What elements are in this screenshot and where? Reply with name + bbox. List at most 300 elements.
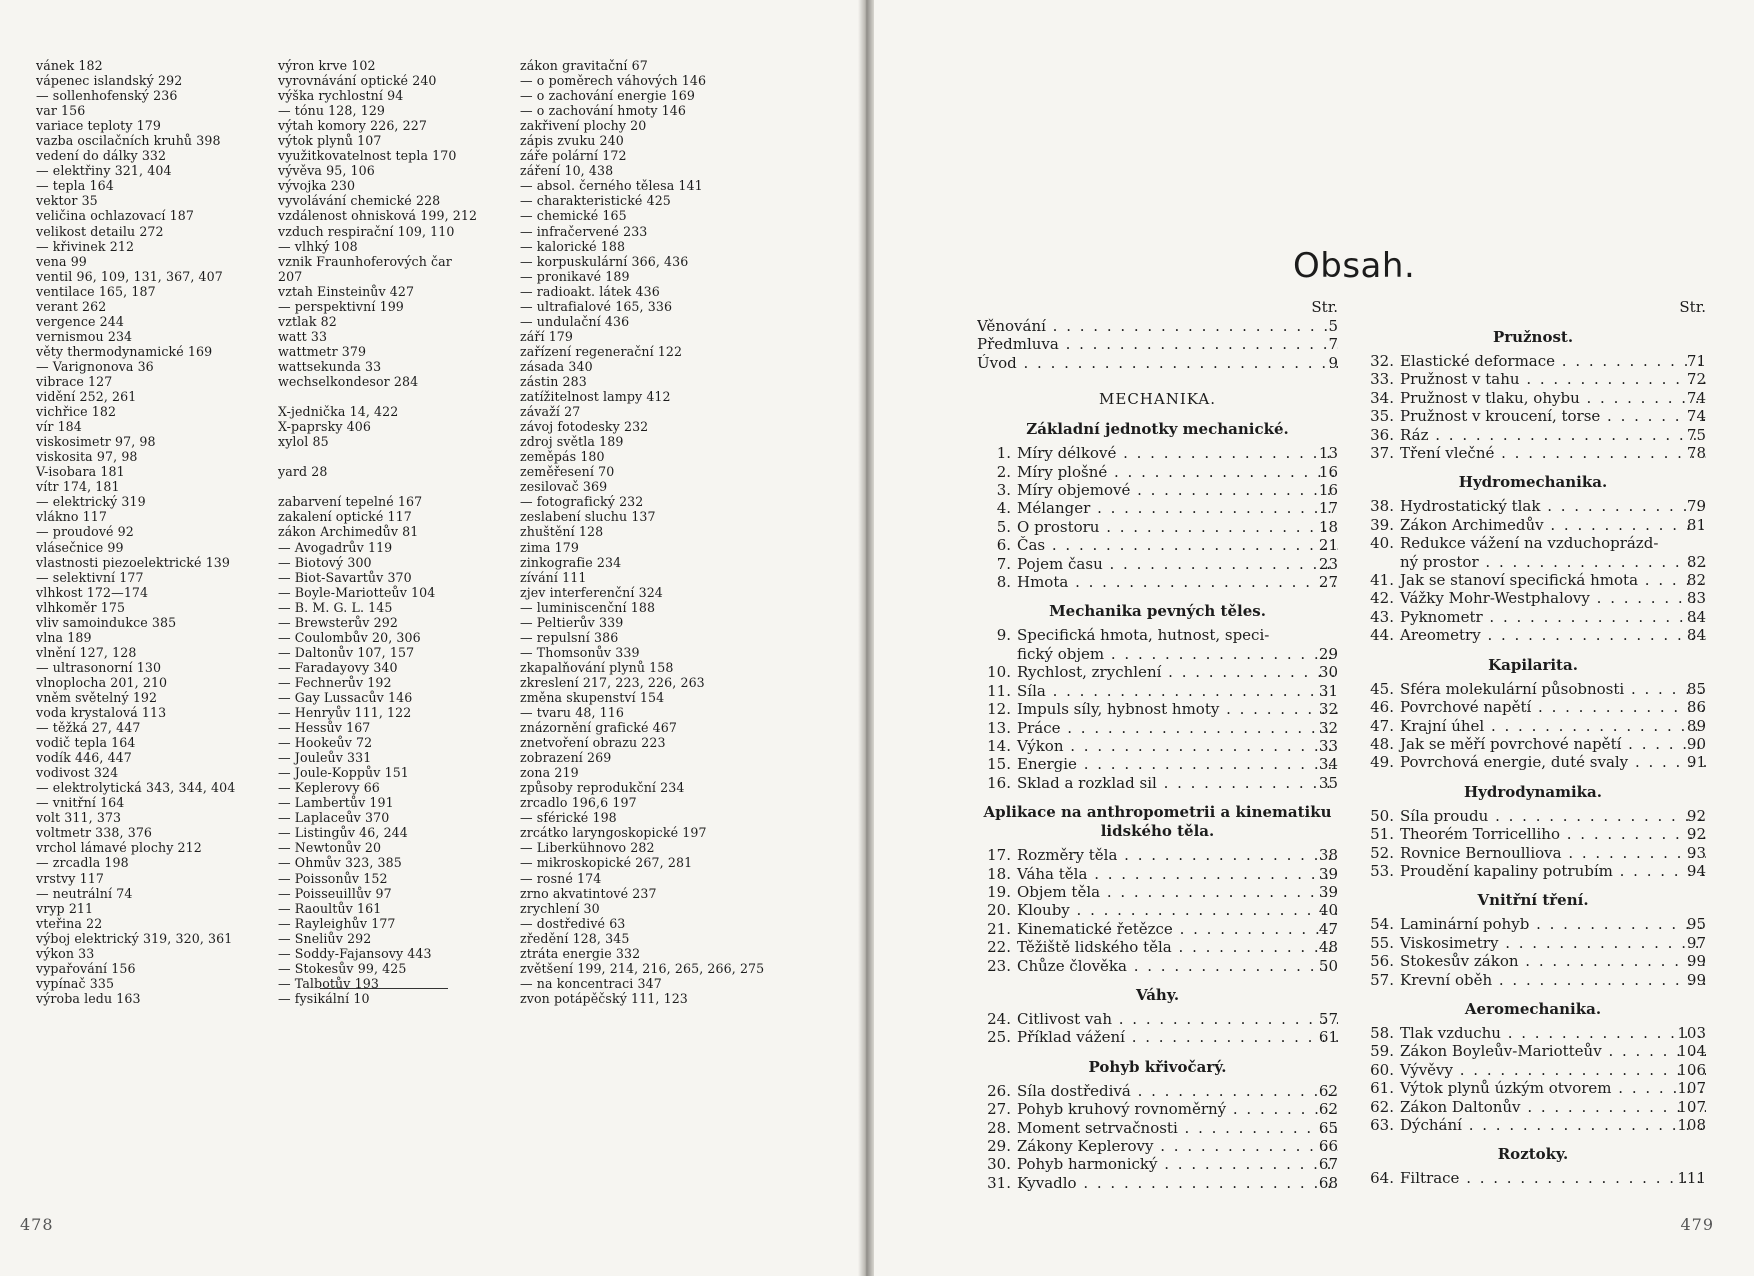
index-entry: — luminiscenční 188 — [520, 599, 656, 615]
index-entry: — Jouleův 331 — [278, 750, 372, 766]
toc-entry — [977, 481, 1338, 499]
index-entry: — Peltierův 339 — [520, 614, 624, 630]
index-entry: zákon Archimedův 81 — [278, 524, 419, 540]
index-entry: závoj fotodesky 232 — [520, 419, 649, 435]
entry-page: 74 — [1686, 388, 1706, 407]
index-entry: vernismou 234 — [36, 328, 133, 344]
entry-title-continued: ný prostor . . . — [1360, 553, 1706, 571]
index-entry: vztlak 82 — [278, 313, 337, 329]
entry-title: Vývěvy . . . — [1360, 1061, 1706, 1079]
index-entry: vektor 35 — [36, 193, 98, 209]
str-label: Str. — [1311, 298, 1338, 316]
toc-entry — [977, 719, 1338, 737]
entry-number: 22. — [987, 938, 1011, 957]
entry-page: 16 — [1318, 462, 1338, 481]
index-entry: vrstvy 117 — [36, 870, 104, 886]
index-entry: vodivost 324 — [36, 765, 119, 781]
entry-page: 104 — [1677, 1042, 1706, 1061]
entry-number: 32. — [1370, 352, 1394, 370]
entry-page: 23 — [1318, 554, 1338, 573]
toc-entry — [1360, 389, 1706, 407]
section-heading: Roztoky. — [1497, 1145, 1569, 1164]
index-entry: vlásečnice 99 — [36, 539, 124, 555]
index-entry: — Hookeův 72 — [278, 735, 373, 751]
index-entry: zásada 340 — [520, 358, 593, 374]
toc-entry — [1360, 1098, 1706, 1116]
toc-entry — [977, 700, 1338, 718]
entry-number: 37. — [1370, 444, 1394, 463]
entry-number: 55. — [1370, 933, 1394, 952]
index-entry: výtok plynů 107 — [278, 133, 382, 149]
toc-entry — [977, 957, 1338, 975]
entry-number: 31. — [987, 1173, 1011, 1192]
toc-entry-continuation — [1360, 553, 1706, 571]
entry-title: Pružnost v tahu . . . — [1360, 370, 1706, 388]
index-entry: — Fechnerův 192 — [278, 674, 392, 690]
toc-entry — [1360, 497, 1706, 515]
entry-title: Jak se stanoví specifická hmota . . . — [1360, 571, 1706, 589]
index-entry: — repulsní 386 — [520, 629, 619, 645]
section-heading: Hydrodynamika. — [1463, 782, 1603, 801]
entry-title: Výtok plynů úzkým otvorem . . . — [1360, 1079, 1706, 1097]
index-entry: vyvolávání chemické 228 — [278, 193, 441, 209]
index-entry: X-jednička 14, 422 — [278, 404, 399, 420]
index-entry: voda krystalová 113 — [36, 705, 167, 721]
entry-page: 93 — [1686, 843, 1706, 862]
entry-title: Citlivost vah . . . — [977, 1010, 1338, 1028]
section-heading: Hydromechanika. — [1458, 473, 1608, 492]
entry-page: 35 — [1318, 773, 1338, 792]
index-entry: — Sneliův 292 — [278, 930, 372, 946]
entry-title: Moment setrvačnosti . . . — [977, 1119, 1338, 1137]
entry-title: Chůze člověka . . . — [977, 957, 1338, 975]
entry-page: 106 — [1677, 1060, 1706, 1079]
entry-number: 56. — [1370, 952, 1394, 971]
toc-entry — [1360, 370, 1706, 388]
entry-title: Areometry . . . — [1360, 626, 1706, 644]
entry-title: Kyvadlo . . . — [977, 1174, 1338, 1192]
entry-number: 25. — [987, 1028, 1011, 1047]
index-entry: — Daltonův 107, 157 — [278, 644, 415, 660]
index-entry: zakřivení plochy 20 — [520, 118, 647, 134]
page-number-right: 479 — [1680, 1215, 1714, 1234]
entry-number: 27. — [987, 1100, 1011, 1119]
index-entry: — Ohmův 323, 385 — [278, 855, 402, 871]
entry-number: 11. — [987, 681, 1011, 700]
entry-title: Pružnost v kroucení, torse . . . — [1360, 407, 1706, 425]
index-entry: vergence 244 — [36, 313, 124, 329]
index-entry: — radioakt. látek 436 — [520, 283, 660, 299]
toc-entry — [977, 444, 1338, 462]
entry-number: 4. — [996, 499, 1011, 518]
toc-entry — [1360, 1079, 1706, 1097]
entry-title: Mélanger . . . — [977, 499, 1338, 517]
index-entry: záření 10, 438 — [520, 163, 614, 179]
index-entry: — Biot-Savartův 370 — [278, 569, 412, 585]
entry-title: Filtrace . . . — [1360, 1169, 1706, 1187]
index-entry: zhuštění 128 — [520, 524, 604, 540]
toc-entry — [977, 774, 1338, 792]
entry-number: 51. — [1370, 825, 1394, 844]
index-entry: — ultrasonorní 130 — [36, 659, 162, 675]
index-entry: vlhkoměr 175 — [36, 599, 126, 615]
entry-page: 57 — [1318, 1009, 1338, 1028]
toc-entry — [977, 499, 1338, 517]
index-entry: — o zachování hmoty 146 — [520, 103, 686, 119]
entry-page: 67 — [1318, 1155, 1338, 1174]
index-entry: — Hessův 167 — [278, 720, 371, 736]
entry-title: Rychlost, zrychlení . . . — [977, 663, 1338, 681]
index-entry: — Joule-Koppův 151 — [278, 765, 409, 781]
entry-number: 39. — [1370, 515, 1394, 534]
toc-entry — [977, 335, 1338, 353]
toc-entry — [1360, 735, 1706, 753]
index-entry: září 179 — [520, 328, 574, 344]
entry-page: 72 — [1686, 370, 1706, 389]
entry-page: 62 — [1318, 1081, 1338, 1100]
index-gap — [278, 479, 477, 494]
entry-number: 16. — [987, 773, 1011, 792]
entry-title: Příklad vážení . . . — [977, 1028, 1338, 1046]
toc-entry — [977, 755, 1338, 773]
entry-number: 52. — [1370, 843, 1394, 862]
entry-title: Viskosimetry . . . — [1360, 934, 1706, 952]
entry-number: 1. — [996, 444, 1011, 463]
contents-title: Obsah. — [1293, 246, 1416, 286]
entry-page: 31 — [1318, 681, 1338, 700]
entry-title: Zákon Daltonův . . . — [1360, 1098, 1706, 1116]
index-entry: zkreslení 217, 223, 226, 263 — [520, 674, 705, 690]
index-entry: vteřina 22 — [36, 915, 103, 931]
entry-title: Pružnost v tlaku, ohybu . . . — [1360, 389, 1706, 407]
index-entry: viskosimetr 97, 98 — [36, 434, 156, 450]
index-entry: — křivinek 212 — [36, 238, 135, 254]
entry-title: Elastické deformace . . . — [1360, 352, 1706, 370]
index-entry: vývěva 95, 106 — [278, 163, 375, 179]
index-entry: — Henryův 111, 122 — [278, 705, 412, 721]
entry-page: 78 — [1686, 444, 1706, 463]
index-entry: — Stokesův 99, 425 — [278, 960, 407, 976]
entry-page: 79 — [1686, 497, 1706, 516]
index-entry: vývojka 230 — [278, 178, 356, 194]
entry-number: 44. — [1370, 626, 1394, 645]
entry-title: Čas . . . — [977, 536, 1338, 554]
index-entry: vztah Einsteinův 427 — [278, 283, 415, 299]
entry-page: 85 — [1686, 679, 1706, 698]
entry-page: 81 — [1686, 515, 1706, 534]
index-entry: — Avogadrův 119 — [278, 539, 393, 555]
index-entry: vryp 211 — [36, 900, 94, 916]
entry-title: Váha těla . . . — [977, 865, 1338, 883]
index-entry: — fysikální 10 — [278, 990, 370, 1006]
entry-title: Vážky Mohr-Westphalovy . . . — [1360, 589, 1706, 607]
index-entry: zatížitelnost lampy 412 — [520, 389, 671, 405]
entry-title: Tlak vzduchu . . . — [1360, 1024, 1706, 1042]
entry-page: 32 — [1318, 718, 1338, 737]
index-entry: — Liberkühnovo 282 — [520, 840, 655, 856]
entry-number: 7. — [996, 554, 1011, 573]
toc-entry — [977, 682, 1338, 700]
toc-entry — [1360, 971, 1706, 989]
index-entry: zařízení regenerační 122 — [520, 343, 683, 359]
index-entry: zesilovač 369 — [520, 479, 608, 495]
entry-number: 20. — [987, 901, 1011, 920]
entry-page: 30 — [1318, 663, 1338, 682]
entry-title: Kinematické řetězce . . . — [977, 920, 1338, 938]
index-gap — [278, 389, 477, 404]
index-entry: X-paprsky 406 — [278, 419, 371, 435]
entry-number: 54. — [1370, 915, 1394, 934]
index-entry: — Keplerovy 66 — [278, 780, 380, 796]
index-entry: — zrcadla 198 — [36, 855, 129, 871]
toc-entry — [1360, 407, 1706, 425]
toc-entry — [1360, 680, 1706, 698]
index-entry: vlastnosti piezoelektrické 139 — [36, 554, 231, 570]
entry-title: Energie . . . — [977, 755, 1338, 773]
index-entry: — sollenhofenský 236 — [36, 88, 178, 104]
index-entry: vzduch respirační 109, 110 — [278, 223, 455, 239]
entry-title: Práce . . . — [977, 719, 1338, 737]
index-entry: vodič tepla 164 — [36, 735, 136, 751]
entry-title: Jak se měří povrchové napětí . . . — [1360, 735, 1706, 753]
index-entry: zástin 283 — [520, 373, 587, 389]
index-entry: zvětšení 199, 214, 216, 265, 266, 275 — [520, 960, 765, 976]
index-entry: watt 33 — [278, 328, 328, 344]
index-entry: vyrovnávání optické 240 — [278, 73, 437, 89]
page-number-left: 478 — [20, 1215, 54, 1234]
index-entry: — neutrální 74 — [36, 885, 133, 901]
index-entry: vlnění 127, 128 — [36, 644, 137, 660]
index-entry: změna skupenství 154 — [520, 689, 665, 705]
toc-entry — [977, 1119, 1338, 1137]
index-entry: — Lambertův 191 — [278, 795, 394, 811]
index-entry: verant 262 — [36, 298, 107, 314]
entry-page: 82 — [1686, 552, 1706, 571]
index-entry: vlnoplocha 201, 210 — [36, 674, 168, 690]
entry-page: 7 — [1328, 335, 1338, 354]
entry-number: 10. — [987, 663, 1011, 682]
index-entry: — Coulombův 20, 306 — [278, 629, 421, 645]
index-entry: volt 311, 373 — [36, 810, 122, 826]
index-entry: závaží 27 — [520, 404, 581, 420]
index-entry: záře polární 172 — [520, 148, 627, 164]
index-entry: výroba ledu 163 — [36, 990, 141, 1006]
index-entry: — Brewsterův 292 — [278, 614, 398, 630]
toc-entry — [977, 846, 1338, 864]
index-entry: veličina ochlazovací 187 — [36, 208, 194, 224]
toc-entry — [1360, 825, 1706, 843]
index-entry: yard 28 — [278, 464, 328, 480]
entry-title: Těžiště lidského těla . . . — [977, 938, 1338, 956]
toc-entry — [1360, 1116, 1706, 1134]
toc-entry — [977, 555, 1338, 573]
index-entry: zabarvení tepelné 167 — [278, 494, 423, 510]
index-entry: — těžká 27, 447 — [36, 720, 141, 736]
index-entry: — Laplaceův 370 — [278, 810, 390, 826]
entry-title: Zákony Keplerovy . . . — [977, 1137, 1338, 1155]
entry-page: 90 — [1686, 734, 1706, 753]
entry-page: 84 — [1686, 607, 1706, 626]
entry-number: 57. — [1370, 970, 1394, 989]
entry-title: Věnování . . . — [977, 317, 1338, 335]
entry-title: Pohyb kruhový rovnoměrný . . . — [977, 1100, 1338, 1118]
index-entry: — fotografický 232 — [520, 494, 644, 510]
index-entry: výboj elektrický 319, 320, 361 — [36, 930, 233, 946]
toc-entry — [977, 1028, 1338, 1046]
entry-title: O prostoru . . . — [977, 518, 1338, 536]
index-entry: — Soddy-Fajansovy 443 — [278, 945, 432, 961]
entry-number: 46. — [1370, 698, 1394, 717]
index-entry: zobrazení 269 — [520, 750, 612, 766]
toc-entry — [977, 920, 1338, 938]
entry-page: 39 — [1318, 882, 1338, 901]
index-entry: — Boyle-Mariotteův 104 — [278, 584, 436, 600]
end-rule — [320, 988, 448, 989]
index-entry: — Gay Lussacův 146 — [278, 689, 413, 705]
section-heading: Pružnost. — [1492, 328, 1574, 346]
index-entry: — elektrický 319 — [36, 494, 146, 510]
entry-title: Povrchové napětí . . . — [1360, 698, 1706, 716]
toc-entry — [977, 463, 1338, 481]
index-entry: 207 — [278, 268, 303, 284]
entry-page: 40 — [1318, 901, 1338, 920]
contents-column-right — [1360, 297, 1706, 1188]
index-entry: zona 219 — [520, 765, 579, 781]
toc-entry — [1360, 626, 1706, 644]
toc-entry — [977, 1174, 1338, 1192]
entry-page: 68 — [1318, 1173, 1338, 1192]
entry-number: 35. — [1370, 407, 1394, 426]
entry-number: 34. — [1370, 388, 1394, 407]
index-entry: vír 184 — [36, 419, 82, 435]
index-entry: vznik Fraunhoferových čar — [278, 253, 452, 269]
toc-entry — [977, 883, 1338, 901]
index-column-3 — [520, 58, 764, 1006]
entry-title: Stokesův zákon . . . — [1360, 952, 1706, 970]
entry-title: Tření vlečné . . . — [1360, 444, 1706, 462]
entry-title: Proudění kapaliny potrubím . . . — [1360, 862, 1706, 880]
entry-number: 33. — [1370, 370, 1394, 389]
entry-page: 103 — [1677, 1023, 1706, 1042]
section-heading: Pohyb křivočarý. — [1088, 1057, 1227, 1076]
index-page — [0, 0, 866, 1276]
toc-entry — [977, 1082, 1338, 1100]
index-entry: — perspektivní 199 — [278, 298, 404, 314]
index-entry: — chemické 165 — [520, 208, 627, 224]
entry-title: Krajní úhel . . . — [1360, 717, 1706, 735]
entry-number: 58. — [1370, 1023, 1394, 1042]
entry-page: 29 — [1318, 644, 1338, 663]
entry-page: 62 — [1318, 1100, 1338, 1119]
entry-number: 36. — [1370, 425, 1394, 444]
entry-number: 40. — [1370, 534, 1394, 553]
toc-entry — [1360, 571, 1706, 589]
entry-page: 13 — [1318, 444, 1338, 463]
toc-entry-continuation — [977, 645, 1338, 663]
index-entry: — tónu 128, 129 — [278, 103, 386, 119]
entry-number: 30. — [987, 1155, 1011, 1174]
entry-number: 45. — [1370, 679, 1394, 698]
entry-title: Síla . . . — [977, 682, 1338, 700]
entry-number: 63. — [1370, 1116, 1394, 1134]
entry-page: 5 — [1328, 317, 1338, 335]
entry-title: Ráz . . . — [1360, 426, 1706, 444]
toc-entry — [1360, 589, 1706, 607]
index-entry: ztráta energie 332 — [520, 945, 641, 961]
entry-title: Impuls síly, hybnost hmoty . . . — [977, 700, 1338, 718]
entry-page: 95 — [1686, 915, 1706, 934]
index-entry: — charakteristické 425 — [520, 193, 671, 209]
index-entry: vibrace 127 — [36, 373, 113, 389]
entry-title: Míry objemové . . . — [977, 481, 1338, 499]
entry-title: Síla proudu . . . — [1360, 807, 1706, 825]
index-entry: — Biotový 300 — [278, 554, 372, 570]
index-entry: ventil 96, 109, 131, 367, 407 — [36, 268, 223, 284]
toc-entry — [1360, 1042, 1706, 1060]
entry-title: Laminární pohyb . . . — [1360, 915, 1706, 933]
toc-entry — [1360, 753, 1706, 771]
toc-entry — [1360, 934, 1706, 952]
entry-number: 38. — [1370, 497, 1394, 516]
index-entry: vodík 446, 447 — [36, 750, 132, 766]
toc-entry — [977, 663, 1338, 681]
toc-entry — [977, 1010, 1338, 1028]
entry-page: 74 — [1686, 407, 1706, 426]
index-entry: — Newtonův 20 — [278, 840, 382, 856]
entry-title: Sféra molekulární působnosti . . . — [1360, 680, 1706, 698]
index-entry: vena 99 — [36, 253, 87, 269]
entry-page: 107 — [1677, 1079, 1706, 1098]
entry-number: 13. — [987, 718, 1011, 737]
entry-number: 18. — [987, 864, 1011, 883]
entry-number: 53. — [1370, 861, 1394, 880]
toc-entry — [1360, 1024, 1706, 1042]
index-entry: zdroj světla 189 — [520, 434, 624, 450]
toc-entry — [1360, 516, 1706, 534]
index-entry: — B. M. G. L. 145 — [278, 599, 393, 615]
entry-title: Rovnice Bernoulliova . . . — [1360, 844, 1706, 862]
index-column-1 — [36, 58, 235, 1006]
toc-entry — [977, 1137, 1338, 1155]
entry-page: 91 — [1686, 753, 1706, 772]
index-entry: — ultrafialové 165, 336 — [520, 298, 673, 314]
entry-page: 83 — [1686, 589, 1706, 608]
entry-number: 12. — [987, 700, 1011, 719]
toc-entry — [1360, 862, 1706, 880]
index-entry: — sférické 198 — [520, 810, 617, 826]
entry-number: 64. — [1370, 1169, 1394, 1188]
entry-page: 75 — [1686, 425, 1706, 444]
toc-entry — [977, 737, 1338, 755]
toc-entry — [977, 1100, 1338, 1118]
index-entry: — Varignonova 36 — [36, 358, 154, 374]
entry-page: 94 — [1686, 861, 1706, 880]
section-heading: Vnitřní tření. — [1477, 891, 1589, 910]
entry-page: 89 — [1686, 716, 1706, 735]
index-entry: — Listingův 46, 244 — [278, 825, 408, 841]
index-entry: — tepla 164 — [36, 178, 114, 194]
index-entry: zrcadlo 196,6 197 — [520, 795, 637, 811]
index-entry: zápis zvuku 240 — [520, 133, 624, 149]
entry-number: 23. — [987, 956, 1011, 975]
entry-title: Zákon Archimedův . . . — [1360, 516, 1706, 534]
entry-page: 92 — [1686, 825, 1706, 844]
index-entry: zrcátko laryngoskopické 197 — [520, 825, 707, 841]
entry-page: 99 — [1686, 970, 1706, 989]
index-entry: vlna 189 — [36, 629, 92, 645]
toc-entry — [1360, 698, 1706, 716]
entry-number: 48. — [1370, 734, 1394, 753]
